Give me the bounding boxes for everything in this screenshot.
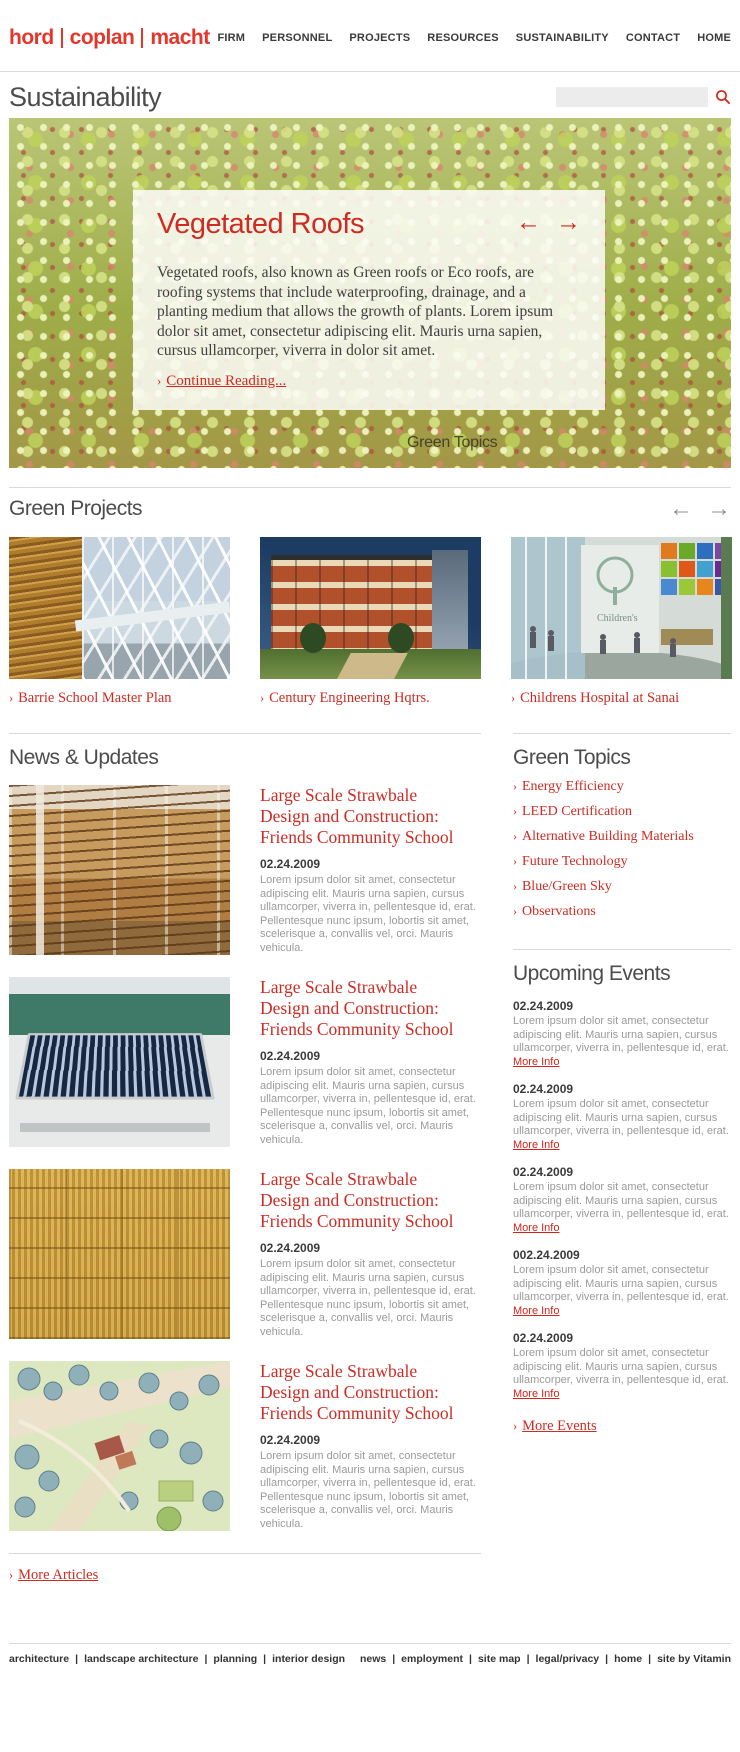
nav-item-firm[interactable]: FIRM [217,32,246,44]
sidebar [513,733,731,1435]
footer-separator: | [75,1653,79,1665]
footer-link-home[interactable]: home [614,1653,643,1665]
chevron-icon: › [9,691,14,705]
news-body: Lorem ipsum dolor sit amet, consectetur adipiscing elit. Mauris urna sapien, cursus ullamcorper, viverra in, pellentesque id, erat. Pellentesque nunc ipsum, lobortis sit amet, scelerisque a, convallis vel, orci. Mauris vehicula. [260,1450,476,1530]
logo-word: coplan [69,26,135,49]
event-item [513,1331,731,1401]
more-info-link[interactable]: More Info [513,1138,560,1151]
event-text: Lorem ipsum dolor sit amet, consectetur adipiscing elit. Mauris urna sapien, cursus ullamcorper, viverra in, pellentesque id, erat. [513,1264,729,1303]
news-divider [9,1553,481,1554]
news-body: Lorem ipsum dolor sit amet, consectetur adipiscing elit. Mauris urna sapien, cursus ullamcorper, viverra in, pellentesque id, erat. Pellentesque nunc ipsum, lobortis sit amet, scelerisque a, convallis vel, orci. Mauris vehicula. [260,1066,476,1146]
project-link-label[interactable]: Barrie School Master Plan [18,690,172,706]
nav-item-sustainability[interactable]: SUSTAINABILITY [515,32,609,44]
news-image-straw-bales[interactable] [9,1169,230,1339]
footer-link-site-by-vitamin[interactable]: site by Vitamin [657,1653,731,1665]
news-date: 02.24.2009 [260,857,321,871]
news-body: Lorem ipsum dolor sit amet, consectetur adipiscing elit. Mauris urna sapien, cursus ullamcorper, viverra in, pellentesque id, erat. Pellentesque nunc ipsum, lobortis sit amet, scelerisque a, convallis vel, orci. Mauris vehicula. [260,874,476,954]
project-thumbnail-century-engineering[interactable] [260,537,481,679]
topic-link-observations[interactable]: Observations [521,904,596,919]
footer-utility-links [360,1653,731,1665]
tree-shape [300,623,326,653]
footer-separator: | [263,1653,267,1665]
page-title: Sustainability [9,81,162,112]
footer-link-employment[interactable]: employment [401,1653,464,1665]
hero-slide-title: Vegetated Roofs [157,208,364,240]
logo[interactable] [9,26,210,50]
topic-link-blue-green-sky[interactable]: Blue/Green Sky [521,879,612,894]
chevron-icon: › [511,691,516,705]
news-title-link[interactable]: Large Scale Strawbale Design and Construction: Friends Community School [260,785,454,847]
footer-link-interior-design[interactable]: interior design [272,1653,346,1665]
topic-link-alternative-building-materials[interactable]: Alternative Building Materials [521,829,694,844]
main-nav [217,32,731,44]
section-divider [9,487,731,488]
footer-services-links [9,1653,345,1665]
more-articles-link[interactable]: More Articles [18,1567,99,1583]
footer-separator: | [392,1653,396,1665]
more-info-link[interactable]: More Info [513,1304,560,1317]
project-card-childrens-hospital[interactable] [511,537,732,707]
green-projects-carousel [9,537,731,707]
event-date: 002.24.2009 [513,1248,580,1262]
search [556,87,731,107]
event-item [513,1165,731,1235]
event-text: Lorem ipsum dolor sit amet, consectetur adipiscing elit. Mauris urna sapien, cursus ullamcorper, viverra in, pellentesque id, erat. [513,1098,729,1137]
hero-slide-card [133,190,605,410]
upcoming-events-heading: Upcoming Events [513,962,671,985]
footer-link-architecture[interactable]: architecture [9,1653,70,1665]
more-info-link[interactable]: More Info [513,1221,560,1234]
news-item [9,1169,481,1339]
news-image-roof-trusses[interactable] [9,785,230,955]
news-date: 02.24.2009 [260,1241,321,1255]
news-title-link[interactable]: Large Scale Strawbale Design and Construction: Friends Community School [260,977,454,1039]
project-thumbnail-childrens-hospital[interactable] [511,537,732,679]
project-link-label[interactable]: Century Engineering Hqtrs. [269,690,430,706]
brick-building-shape [271,555,450,649]
news-item [9,1361,481,1531]
search-input[interactable] [556,87,708,107]
chevron-icon: › [513,804,517,818]
footer-link-legal-privacy[interactable]: legal/privacy [535,1653,600,1665]
event-date: 02.24.2009 [513,1331,574,1345]
glass-tower-shape [432,550,467,649]
project-card-century-engineering[interactable] [260,537,481,707]
event-text: Lorem ipsum dolor sit amet, consectetur adipiscing elit. Mauris urna sapien, cursus ullamcorper, viverra in, pellentesque id, erat. [513,1347,729,1386]
continue-reading-link[interactable]: Continue Reading... [166,372,287,389]
wood-slats-texture [9,537,82,679]
event-item [513,1082,731,1152]
logo-separator [61,28,63,48]
chevron-icon: › [157,373,162,388]
news-title-link[interactable]: Large Scale Strawbale Design and Construction: Friends Community School [260,1169,454,1231]
chevron-icon: › [513,779,517,793]
more-info-link[interactable]: More Info [513,1055,560,1068]
footer-separator: | [526,1653,530,1665]
shadow-shape [20,1123,210,1132]
topic-link-leed-certification[interactable]: LEED Certification [521,804,632,819]
green-projects-heading: Green Projects [9,497,143,520]
news-date: 02.24.2009 [260,1433,321,1447]
footer-link-planning[interactable]: planning [213,1653,258,1665]
sidebar-divider [513,949,731,950]
nav-item-personnel[interactable]: PERSONNEL [262,32,333,44]
news-item [9,785,481,955]
nav-item-home[interactable]: HOME [697,32,731,44]
news-title-link[interactable]: Large Scale Strawbale Design and Construction: Friends Community School [260,1361,454,1423]
project-card-barrie-school[interactable] [9,537,230,707]
green-topics-heading: Green Topics [513,746,631,769]
topic-link-future-technology[interactable]: Future Technology [521,854,628,869]
event-item [513,999,731,1069]
footer-link-site-map[interactable]: site map [477,1653,521,1665]
news-image-solar-panels[interactable] [9,977,230,1147]
event-date: 02.24.2009 [513,1165,574,1179]
news-column [9,733,481,1584]
footer-separator: | [648,1653,652,1665]
news-body: Lorem ipsum dolor sit amet, consectetur adipiscing elit. Mauris urna sapien, cursus ullamcorper, viverra in, pellentesque id, erat. Pellentesque nunc ipsum, lobortis sit amet, scelerisque a, convallis vel, orci. Mauris vehicula. [260,1258,476,1338]
hero-caption: Green Topics [407,434,498,451]
event-text: Lorem ipsum dolor sit amet, consectetur adipiscing elit. Mauris urna sapien, cursus ullamcorper, viverra in, pellentesque id, erat. [513,1015,729,1054]
solar-panel-shape [15,1033,214,1100]
post-shape [36,785,45,955]
more-events-link[interactable]: More Events [522,1418,597,1434]
news-heading: News & Updates [9,746,159,769]
hospital-wall-text: Children's [597,613,638,624]
projects-prev-arrow-icon[interactable]: ← [669,495,693,522]
footer-link-landscape-architecture[interactable]: landscape architecture [84,1653,199,1665]
search-icon[interactable] [715,89,731,105]
event-date: 02.24.2009 [513,1082,574,1096]
logo-word: macht [150,26,210,49]
nav-item-projects[interactable]: PROJECTS [349,32,411,44]
site-header [0,0,740,72]
chevron-icon: › [513,854,517,868]
projects-next-arrow-icon[interactable]: → [707,495,731,522]
chevron-icon: › [513,879,517,893]
event-date: 02.24.2009 [513,999,574,1013]
nav-item-contact[interactable]: CONTACT [625,32,681,44]
footer-separator: | [605,1653,609,1665]
chevron-icon: › [513,904,517,918]
logo-separator [141,28,143,48]
site-footer [9,1643,731,1665]
event-text: Lorem ipsum dolor sit amet, consectetur adipiscing elit. Mauris urna sapien, cursus ullamcorper, viverra in, pellentesque id, erat. [513,1181,729,1220]
events-list [513,999,731,1401]
project-link-label[interactable]: Childrens Hospital at Sanai [520,690,680,706]
hero-prev-arrow-icon[interactable]: ← [516,208,541,236]
chevron-icon: › [513,1419,518,1433]
news-date: 02.24.2009 [260,1049,321,1063]
project-thumbnail-barrie-school[interactable] [9,537,230,679]
footer-link-news[interactable]: news [359,1653,387,1665]
footer-separator: | [204,1653,208,1665]
topic-link-energy-efficiency[interactable]: Energy Efficiency [521,779,624,794]
nav-item-resources[interactable]: RESOURCES [427,32,499,44]
hero-next-arrow-icon[interactable]: → [556,208,581,236]
event-item [513,1248,731,1318]
footer-separator: | [469,1653,472,1665]
more-info-link[interactable]: More Info [513,1387,560,1400]
hero-slide-text: Vegetated roofs, also known as Green roofs or Eco roofs, are roofing systems that include waterproofing, drainage, and a planting medium that allows the growth of plants. Lorem ipsum dolor sit amet, consectetur adipiscing elit. Mauris urna sapien, cursus ullamcorper, viverra in dolor sit amet. [157,264,554,359]
green-topics-list [513,779,731,920]
chevron-icon: › [9,1568,14,1582]
chevron-icon: › [513,829,517,843]
news-item [9,977,481,1147]
chevron-icon: › [260,691,265,705]
logo-word: hord [9,26,54,49]
hero-slideshow [9,118,731,468]
news-image-site-plan[interactable] [9,1361,230,1531]
